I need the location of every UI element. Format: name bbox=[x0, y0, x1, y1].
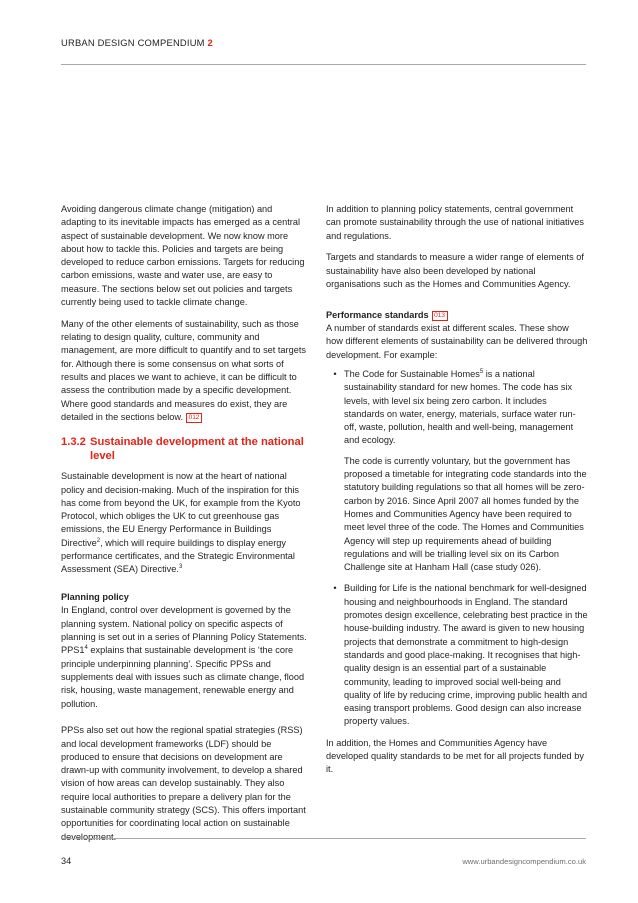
performance-standards-paragraph: A number of standards exist at different scales. These show how different elements of sustainability can be delivered through development. For example: bbox=[326, 323, 588, 360]
section-number: 1.3.2 bbox=[61, 436, 86, 449]
code-sustainable-homes-text-b: is a national sustainability standard for new homes. The code has six levels, with level six being zero carbon. It includes standards on water, energy, materials, surface water run-off, waste, pollution, health and well-being, management and ecology. bbox=[344, 368, 576, 446]
footnote-marker: 5 bbox=[479, 368, 484, 375]
code-timetable-paragraph: The code is currently voluntary, but the government has proposed a timetable for integrating code standards into the statutory building regulations so that all homes will be zero-carbon by 2016. Since April 2007 all homes funded by the Homes and Communities Agency have been required to meet level three of the code. The Homes and Communities Agency will step up requirements ahead of building regulations and will be trialling level six on its Carbon Challenge site at Hanham Hall (case study 026). bbox=[344, 455, 587, 573]
targets-paragraph: Targets and standards to measure a wider range of elements of sustainability have also been developed by national organisations such as the Homes and Communities Agency. bbox=[326, 252, 584, 289]
cross-reference-tag-012[interactable]: 012 bbox=[186, 413, 202, 423]
section-heading bbox=[61, 436, 308, 463]
footer-rule bbox=[61, 838, 586, 839]
pps-paragraph: PPSs also set out how the regional spatial strategies (RSS) and local development frameworks (LDF) should be produced to ensure that decisions on development are drawn-up with community involvement, to develop a shared vision of how areas can develop sustainably. They also require local authorities to prepare a delivery plan for the sustainable community strategy (SCS). This offers important opportunities for coordinating local action on sustainable development. bbox=[61, 725, 306, 842]
planning-policy-subheading: Planning policy bbox=[61, 592, 129, 603]
list-item bbox=[326, 582, 588, 728]
bullet-icon: • bbox=[333, 583, 337, 594]
website-url[interactable]: www.urbandesigncompendium.co.uk bbox=[462, 857, 586, 866]
cross-reference-tag-013[interactable]: 013 bbox=[432, 311, 448, 321]
header-chapter-number: 2 bbox=[207, 37, 213, 48]
intro-paragraph: Avoiding dangerous climate change (mitigation) and adapting to its inevitable impacts has emerged as a central aspect of sustainable development. We now know more about how to tackle this. Policies and targets are being developed to reduce carbon emissions. Targets for reducing carbon emissions, waste and water use, are easy to measure. The sections below set out policies and targets currently being used to tackle climate change. bbox=[61, 204, 305, 308]
government-paragraph: In addition to planning policy statements, central government can promote sustainability through the use of national initiatives and regulations. bbox=[326, 204, 584, 241]
planning-text-a: In England, control over development is governed by the planning system. National policy on specific aspects of planning is set out in a series of Planning Policy Statements. PPS1 bbox=[61, 605, 307, 656]
planning-text-b: explains that sustainable development is ‘the core principle underpinning planning’. Specific PPSs and supplements deal with issues such as climate change, flood risk, housing, waste management, renewable energy and pollution. bbox=[61, 645, 305, 709]
section-title: Sustainable development at the national level bbox=[90, 436, 304, 462]
national-policy-text-b: , which will require buildings to display energy performance certificates, and the Strategic Environmental Assessment (SEA) Directive. bbox=[61, 537, 295, 575]
page-number: 34 bbox=[61, 856, 72, 866]
performance-standards-subheading bbox=[326, 309, 588, 322]
national-policy-text-a: Sustainable development is now at the heart of national policy and decision-making. Much of the inspiration for this has come from beyond the UK, for example from the Kyoto Protocol, which obliges the UK to cut greenhouse gas emissions, the EU Energy Performance in Buildings Directive bbox=[61, 471, 301, 548]
footnote-marker: 2 bbox=[96, 537, 101, 544]
quality-standards-paragraph: In addition, the Homes and Communities Agency have developed quality standards to be met for all projects funded by it. bbox=[326, 737, 584, 775]
performance-standards-title: Performance standards bbox=[326, 309, 429, 320]
header-title: URBAN DESIGN COMPENDIUM bbox=[61, 37, 205, 48]
right-column bbox=[326, 203, 588, 785]
planning-policy-paragraph bbox=[61, 604, 308, 710]
footnote-marker: 3 bbox=[178, 564, 183, 571]
left-column bbox=[61, 203, 308, 852]
running-header bbox=[61, 37, 213, 48]
bullet-icon: • bbox=[333, 368, 337, 379]
building-for-life-text: Building for Life is the national benchmark for well-designed housing and neighbourhoods in England. The standard promotes design excellence, celebrating best practice in the house-building industry. The award is given to new housing projects that demonstrate a commitment to high-design standards and good place-making. It recognises that high-quality design is an essential part of a sustainable community, leading to improved social well-being and quality of life by reducing crime, improving public health and easing transport problems. Good design can also increase property values. bbox=[344, 583, 588, 727]
standards-paragraph-text: Many of the other elements of sustainability, such as those relating to design quality, culture, community and management, are more difficult to quantify and to set targets for. Although there is some consensus on what sorts of results and places we want to achieve, it can be difficult to assess the contribution made by a specific development. Where good standards and measures do exist, they are detailed in the sections below. bbox=[61, 318, 306, 422]
code-sustainable-homes-text-a: The Code for Sustainable Homes bbox=[344, 368, 480, 379]
national-policy-paragraph bbox=[61, 470, 308, 576]
list-item bbox=[326, 368, 588, 574]
footnote-marker: 4 bbox=[84, 645, 88, 652]
standards-paragraph bbox=[61, 318, 308, 424]
header-rule bbox=[61, 64, 586, 65]
standards-list bbox=[326, 368, 588, 729]
